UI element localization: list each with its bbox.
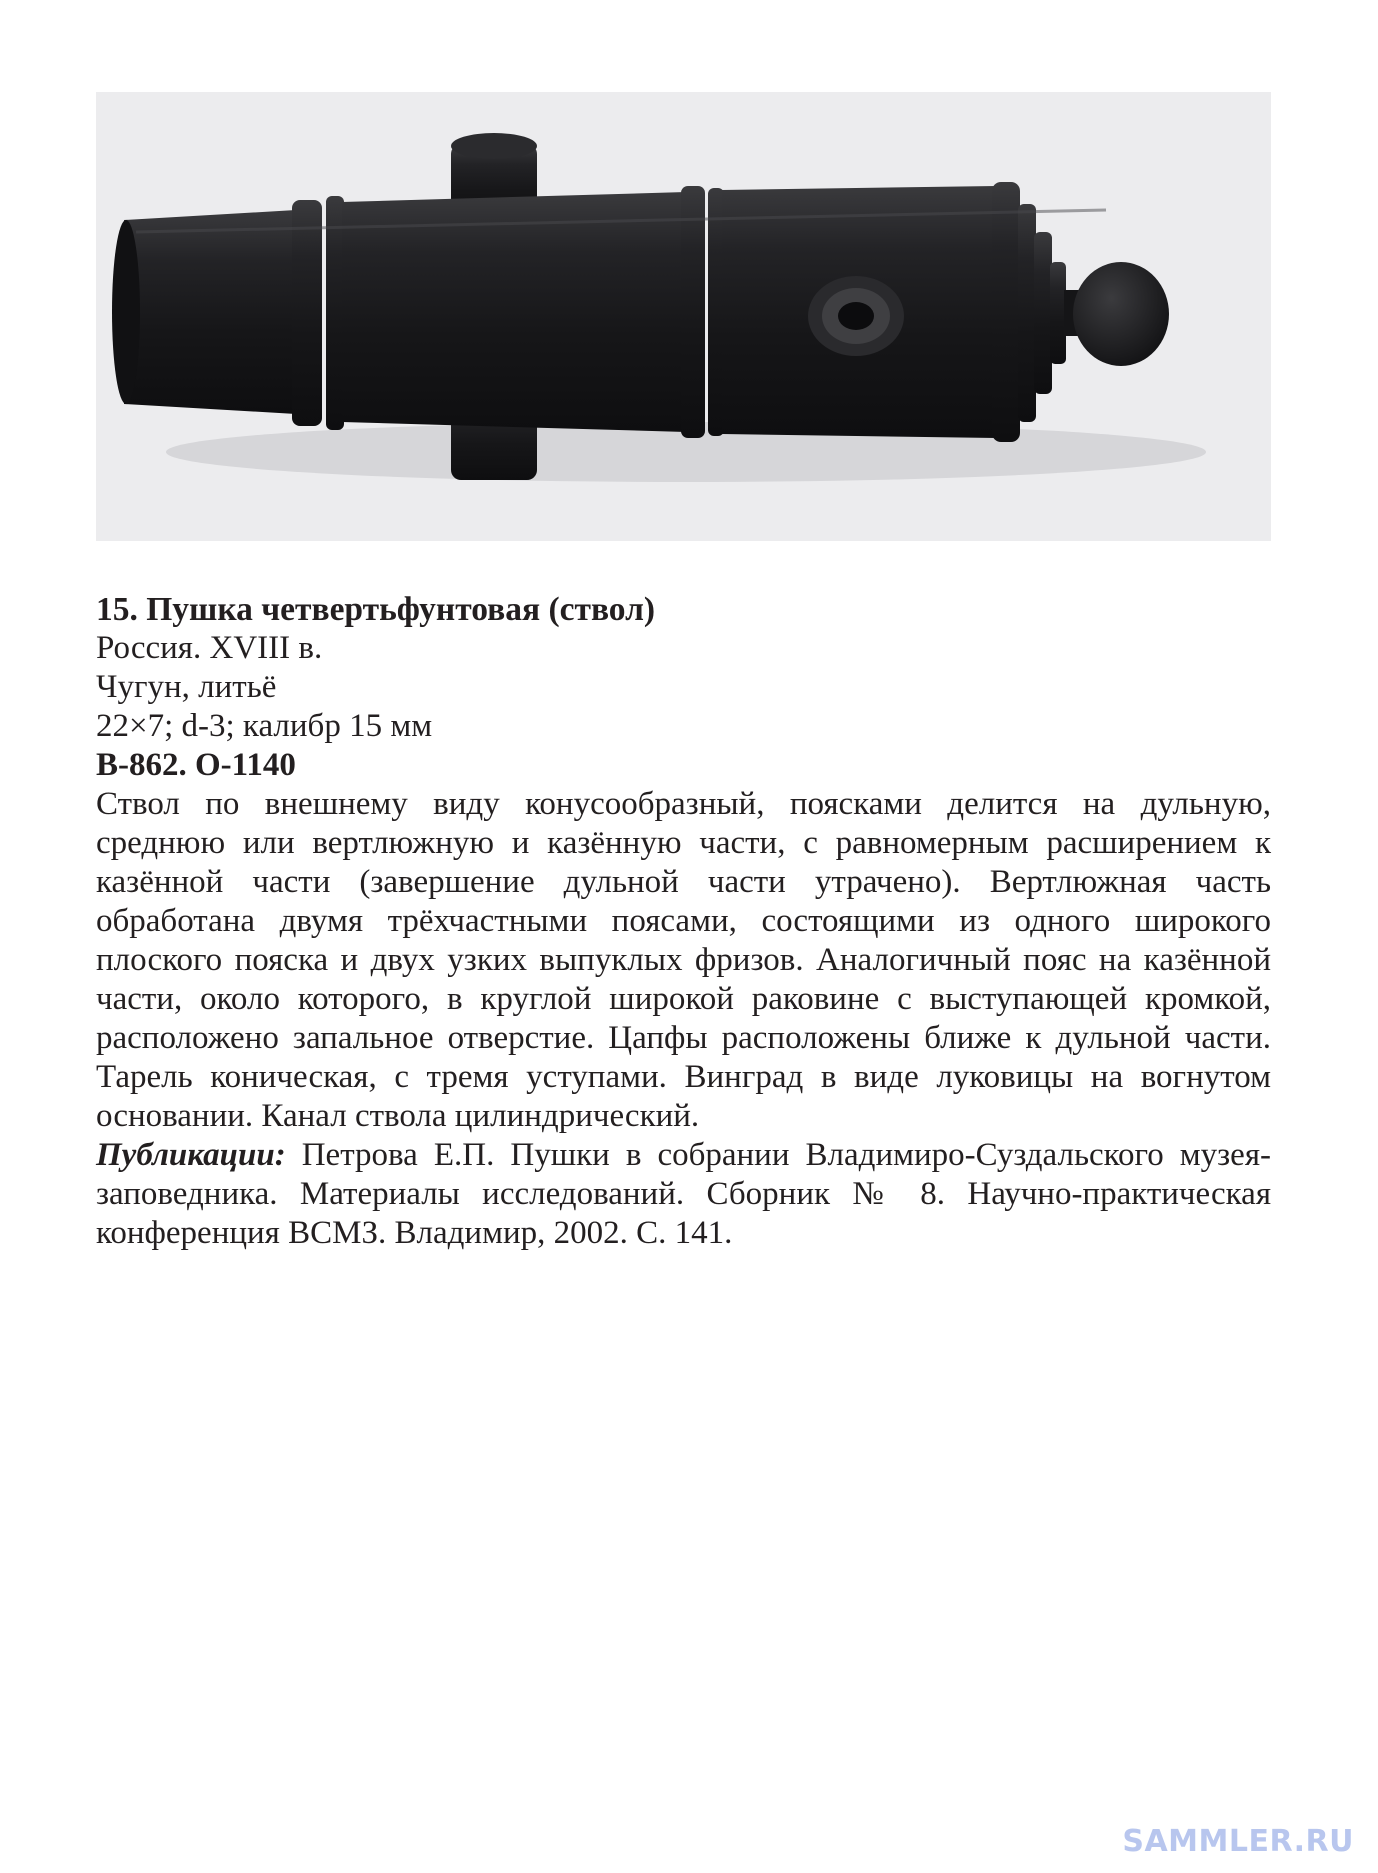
entry-origin: Россия. XVIII в. <box>96 630 323 666</box>
cannon-barrel-image <box>96 92 1271 541</box>
entry-description: Ствол по внешнему виду конусообразный, поясками делится на дульную, среднюю или вертлюжную и казённую части, с равномерным расширением к казённой части (завершение дульной части утрачено). Вертлюжная часть обработана двумя трёхчастными поясами, состоящими из одного широкого плоского пояска и двух узких выпуклых фризов. Аналогичный пояс на казённой части, около которого, в круглой широкой раковине с выступающей кромкой, расположено запальное отверстие. Цапфы расположены ближе к дульной части. Тарель коническая, с тремя уступами. Винград в виде луковицы на вогнутом основании. Канал ствола цилиндрический. <box>96 786 1271 1134</box>
entry-inventory-number: В-862. О-1140 <box>96 747 296 783</box>
entry-title: 15. Пушка четвертьфунтовая (ствол) <box>96 591 656 628</box>
publications-label: Публикации: <box>96 1137 286 1173</box>
watermark: SAMMLER.RU <box>1122 1824 1354 1859</box>
entry-material: Чугун, литьё <box>96 669 277 705</box>
entry-publications <box>96 1136 1271 1253</box>
catalog-entry <box>96 590 1271 1253</box>
entry-dimensions: 22×7; d-3; калибр 15 мм <box>96 708 433 744</box>
cannon-photo <box>96 92 1271 541</box>
publications-text: Петрова Е.П. Пушки в собрании Владимиро-Суздальского музея-заповедника. Материалы исследований. Сборник № 8. Научно-практическая конференция ВСМЗ. Владимир, 2002. С. 141. <box>96 1137 1271 1251</box>
